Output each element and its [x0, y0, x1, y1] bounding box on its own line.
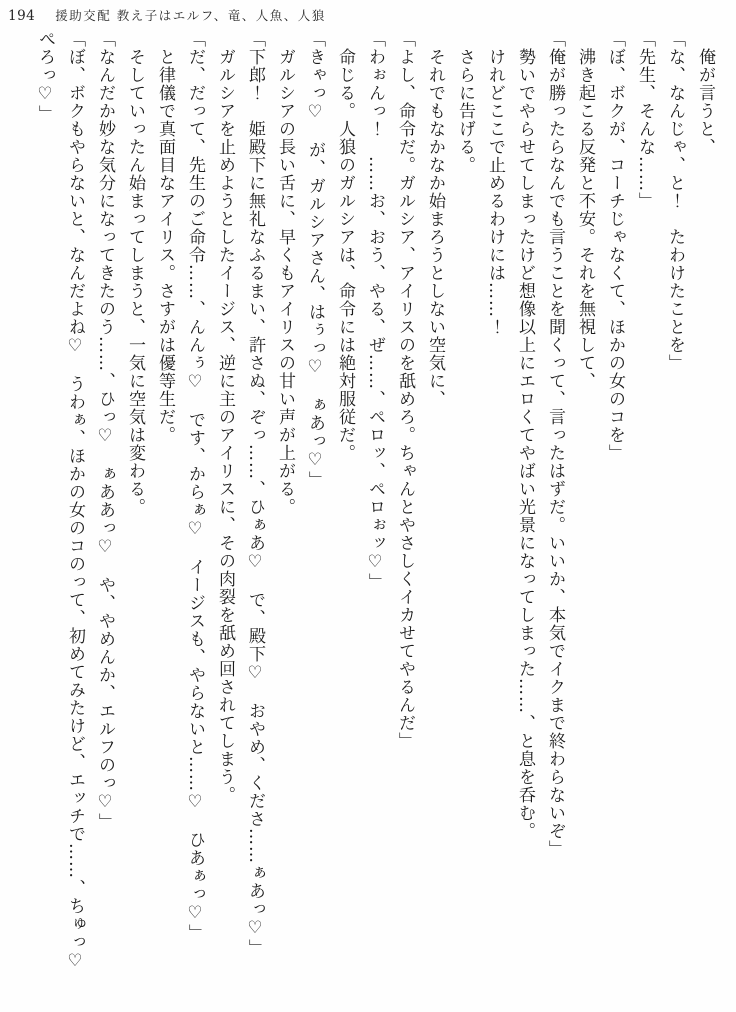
paragraph-narration: 沸き起こる反発と不安。それを無視して、 — [575, 48, 595, 390]
paragraph-dialogue: 「下郎！ 姫殿下に無礼なふるまい、許さぬ、ぞっ……、ひぁあ♡ で、殿下♡ おやめ、くださ……ぁあっ♡」 — [245, 30, 265, 957]
paragraph-dialogue: 「ぼ、ボクが、コーチじゃなくて、ほかの女のコを」 — [605, 30, 625, 462]
paragraph-narration: 命じる。人狼のガルシアは、命令には絶対服従だ。 — [335, 48, 355, 462]
page-number: 194 — [8, 8, 36, 24]
running-header-title: 援助交配 教え子はエルフ、竜、人魚、人狼 — [55, 8, 326, 23]
paragraph-dialogue: 「よし、命令だ。ガルシア、アイリスのを舐めろ。ちゃんとやさしくイカせてやるんだ」 — [395, 30, 415, 750]
paragraph-dialogue: 「わぉんっ！ ……お、おう、やる、ぜ……、ペロッ、ペロぉッ♡」 — [365, 30, 385, 591]
paragraph-narration: 俺が言うと、 — [695, 48, 715, 156]
paragraph-narration: けれどここで止めるわけには……！ — [485, 48, 505, 336]
paragraph-dialogue: 「な、なんじゃ、と！ たわけたことを」 — [665, 30, 685, 372]
vertical-text-body — [30, 30, 720, 1003]
paragraph-dialogue: 「きゃっ♡ が、ガルシアさん、はぅっ♡ ぁあっ♡」 — [305, 30, 325, 489]
paragraph-dialogue: 「先生、そんな……」 — [635, 30, 655, 210]
paragraph-narration: それでもなかなか始まろうとしない空気に、 — [425, 48, 445, 408]
paragraph-narration: さらに告げる。 — [455, 48, 475, 174]
paragraph-narration: 勢いでやらせてしまったけど想像以上にエロくてやばい光景になってしまった……、と息を呑む。 — [515, 48, 535, 840]
paragraph-narration: ガルシアの長い舌に、早くもアイリスの甘い声が上がる。 — [275, 48, 295, 516]
paragraph-dialogue: 「なんだか妙な気分になってきたのう……、ひっ♡ ぁああっ♡ や、やめんか、エルフのっ♡」 — [95, 30, 115, 831]
running-header — [8, 6, 326, 24]
paragraph-narration: ガルシアを止めようとしたイージス、逆に主のアイリスに、その肉裂を舐め回されてしまう。 — [215, 48, 235, 804]
paragraph-dialogue: 「ぼ、ボクもやらないと、なんだよね♡ うわぁ、ほかの女のコのって、初めてみたけど、エッチで……、ちゅっ♡ ぺろっ♡」 — [35, 30, 85, 990]
paragraph-dialogue: 「俺が勝ったらなんでも言うことを聞くって、言ったはずだ。いいか、本気でイクまで終わらないぞ」 — [545, 30, 565, 858]
paragraph-narration: そしていったん始まってしまうと、一気に空気は変わる。 — [125, 48, 145, 516]
paragraph-narration: と律儀で真面目なアイリス。さすがは優等生だ。 — [155, 48, 175, 444]
paragraph-dialogue: 「だ、だって、先生のご命令……、んんぅ♡ です、からぁ♡ イージスも、やらないと……♡ ひあぁっ♡」 — [185, 30, 205, 942]
